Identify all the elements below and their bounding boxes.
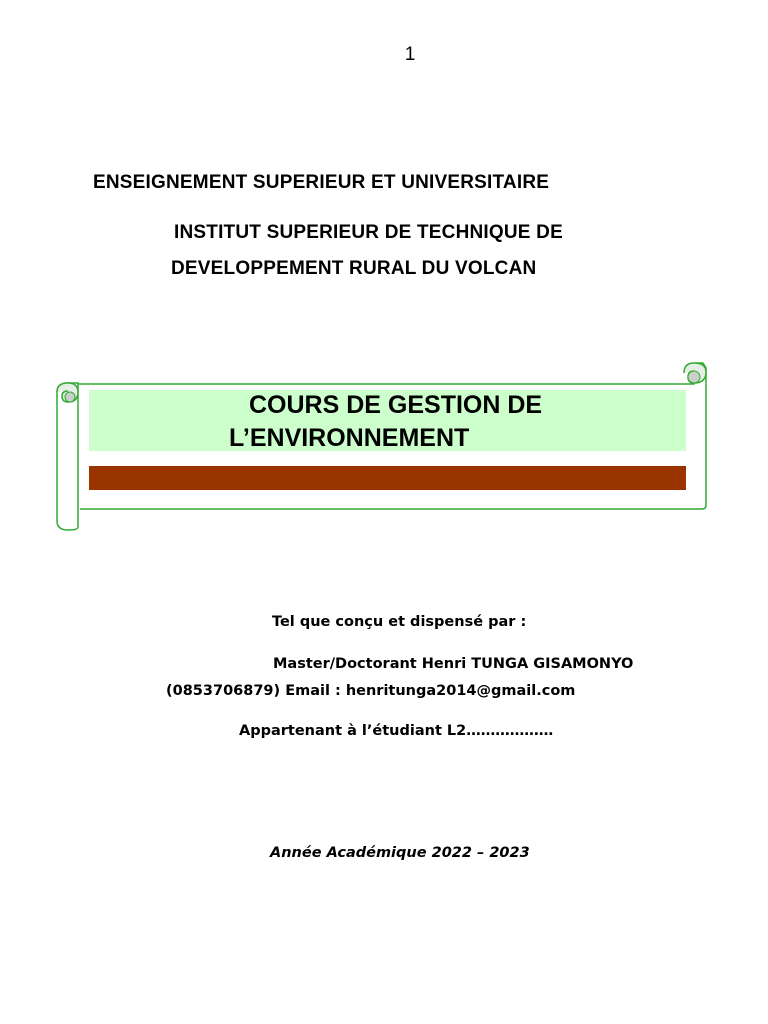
title-underline-bar (89, 466, 686, 490)
institute-heading-line2: DEVELOPPEMENT RURAL DU VOLCAN (171, 258, 537, 279)
author-contact: (0853706879) Email : henritunga2014@gmail.com (166, 683, 576, 699)
student-owner-line: Appartenant à l’étudiant L2……………… (239, 723, 554, 739)
ministry-heading: ENSEIGNEMENT SUPERIEUR ET UNIVERSITAIRE (93, 172, 550, 193)
institute-heading-line1: INSTITUT SUPERIEUR DE TECHNIQUE DE (174, 222, 563, 243)
page-number: 1 (404, 44, 416, 65)
course-title-line2: L’ENVIRONNEMENT (229, 424, 470, 452)
credit-intro: Tel que conçu et dispensé par : (272, 614, 527, 630)
author-name: Master/Doctorant Henri TUNGA GISAMONYO (273, 656, 634, 672)
scroll-left-roll (57, 383, 78, 530)
academic-year: Année Académique 2022 – 2023 (270, 845, 530, 861)
course-title-line1: COURS DE GESTION DE (249, 391, 543, 419)
